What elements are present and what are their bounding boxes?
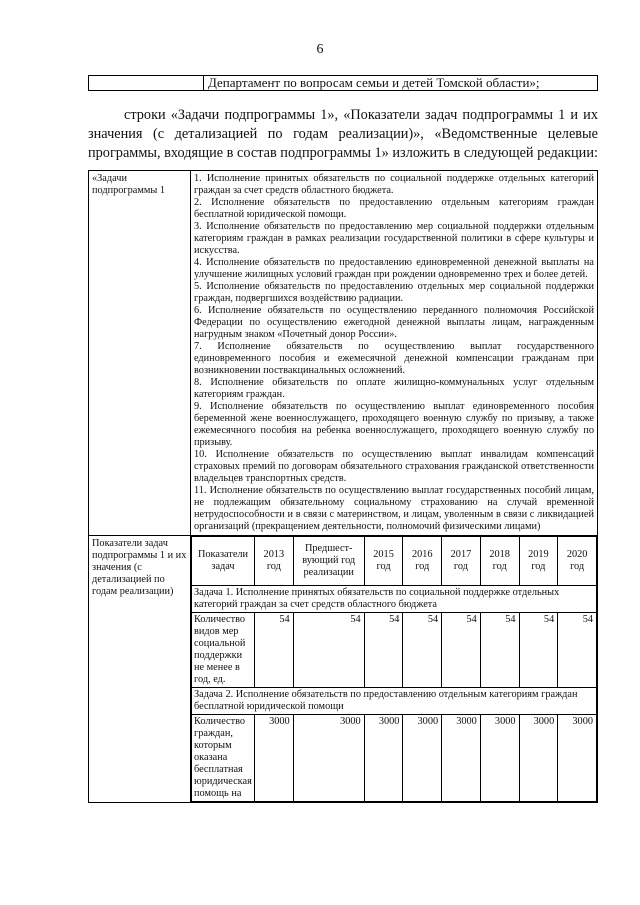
- task-item: 6. Исполнение обязательств по осуществлению переданного полномочия Российской Федерации по осуществлению ежегодной денежной выплаты лицам, награжденным нагрудным знаком «Почетный донор России».: [194, 305, 594, 340]
- tasks-row: [89, 171, 598, 536]
- task1-title-row: [192, 586, 597, 613]
- task-item: 2. Исполнение обязательств по предоставлению отдельным категориям граждан бесплатной юридической помощи.: [194, 197, 594, 220]
- header-2017: 2017 год: [442, 537, 481, 586]
- header-2018: 2018 год: [480, 537, 519, 586]
- task-item: 9. Исполнение обязательств по осуществлению выплат единовременного пособия беременной жене военнослужащего, проходящего военную службу по призыву, а также ежемесячного пособия на ребенка военнослужащего, проходящего военную службу по призыву.: [194, 401, 594, 448]
- header-2016: 2016 год: [403, 537, 442, 586]
- task1-value-2016: 54: [403, 613, 442, 688]
- task-item: 4. Исполнение обязательств по предоставлению единовременной денежной выплаты на улучшение жилищных условий граждан при рождении одновременно трех и более детей.: [194, 257, 594, 280]
- department-blank-cell: [89, 76, 204, 91]
- task2-value-2013: 3000: [255, 715, 294, 802]
- task1-value-2019: 54: [519, 613, 558, 688]
- task1-values-row: [192, 613, 597, 688]
- header-2020: 2020 год: [558, 537, 597, 586]
- task-item: 11. Исполнение обязательств по осуществлению выплат государственных пособий лицам, не подлежащим обязательному социальному страхованию на случай временной нетрудоспособности и в связи с материнством, и лицам, уволенным в связи с ликвидацией организаций (прекращением деятельности, полномочий физическими лицами): [194, 485, 594, 532]
- task-item: 7. Исполнение обязательств по осуществлению выплат государственного единовременного пособия и ежемесячной денежной компенсации гражданам при возникновении поствакцинальных осложнений.: [194, 341, 594, 376]
- task-item: 8. Исполнение обязательств по оплате жилищно-коммунальных услуг отдельным категориям граждан.: [194, 377, 594, 400]
- indicators-table: [191, 536, 597, 802]
- task1-indicator: Количество видов мер социальной поддержки не менее в год, ед.: [192, 613, 255, 688]
- task1-title: Задача 1. Исполнение принятых обязательств по социальной поддержке отдельных категорий граждан за счет средств областного бюджета: [192, 586, 597, 613]
- indicators-header-row: [192, 537, 597, 586]
- intro-paragraph: строки «Задачи подпрограммы 1», «Показатели задач подпрограммы 1 и их значения (с детализацией по годам реализации)», «Ведомственные целевые программы, входящие в состав подпрограммы 1» изложить в следующей редакции:: [88, 107, 598, 161]
- task1-value-2015: 54: [364, 613, 403, 688]
- department-table: [88, 75, 598, 91]
- task-item: 1. Исполнение принятых обязательств по социальной поддержке отдельных категорий граждан за счет средств областного бюджета.: [194, 173, 594, 196]
- tasks-list: [191, 171, 598, 536]
- department-line: Департамент по вопросам семьи и детей Томской области»;: [204, 76, 598, 91]
- header-previous-year: Предшест-вующий год реализации: [293, 537, 364, 586]
- indicators-label: Показатели задач подпрограммы 1 и их значения (с детализацией по годам реализации): [89, 536, 191, 803]
- header-indicators: Показатели задач: [192, 537, 255, 586]
- task1-value-2017: 54: [442, 613, 481, 688]
- task2-value-2019: 3000: [519, 715, 558, 802]
- task1-value-previous: 54: [293, 613, 364, 688]
- task2-value-previous: 3000: [293, 715, 364, 802]
- task2-indicator: Количество граждан, которым оказана бесплатная юридическая помощь на: [192, 715, 255, 802]
- task-item: 3. Исполнение обязательств по предоставлению мер социальной поддержки отдельным категориям граждан в рамках реализации государственной политики в сфере культуры и искусства.: [194, 221, 594, 256]
- task1-value-2013: 54: [255, 613, 294, 688]
- header-2019: 2019 год: [519, 537, 558, 586]
- task2-value-2015: 3000: [364, 715, 403, 802]
- task1-value-2018: 54: [480, 613, 519, 688]
- page-number: 6: [316, 42, 324, 57]
- indicators-row: [89, 536, 598, 803]
- task2-title-row: [192, 688, 597, 715]
- tasks-label: «Задачи подпрограммы 1: [89, 171, 191, 536]
- task-item: 5. Исполнение обязательств по предоставлению отдельных мер социальной поддержки граждан, подвергшихся воздействию радиации.: [194, 281, 594, 304]
- subprogram-table: [88, 170, 598, 803]
- header-2015: 2015 год: [364, 537, 403, 586]
- task1-value-2020: 54: [558, 613, 597, 688]
- task2-value-2018: 3000: [480, 715, 519, 802]
- indicators-cell: [191, 536, 598, 803]
- header-2013: 2013 год: [255, 537, 294, 586]
- task2-value-2020: 3000: [558, 715, 597, 802]
- task-item: 10. Исполнение обязательств по осуществлению выплат инвалидам компенсаций страховых премий по договорам обязательного страхования гражданской ответственности владельцев транспортных средств.: [194, 449, 594, 484]
- task2-title: Задача 2. Исполнение обязательств по предоставлению отдельным категориям граждан бесплатной юридической помощи: [192, 688, 597, 715]
- task2-value-2016: 3000: [403, 715, 442, 802]
- task2-value-2017: 3000: [442, 715, 481, 802]
- task2-values-row: [192, 715, 597, 802]
